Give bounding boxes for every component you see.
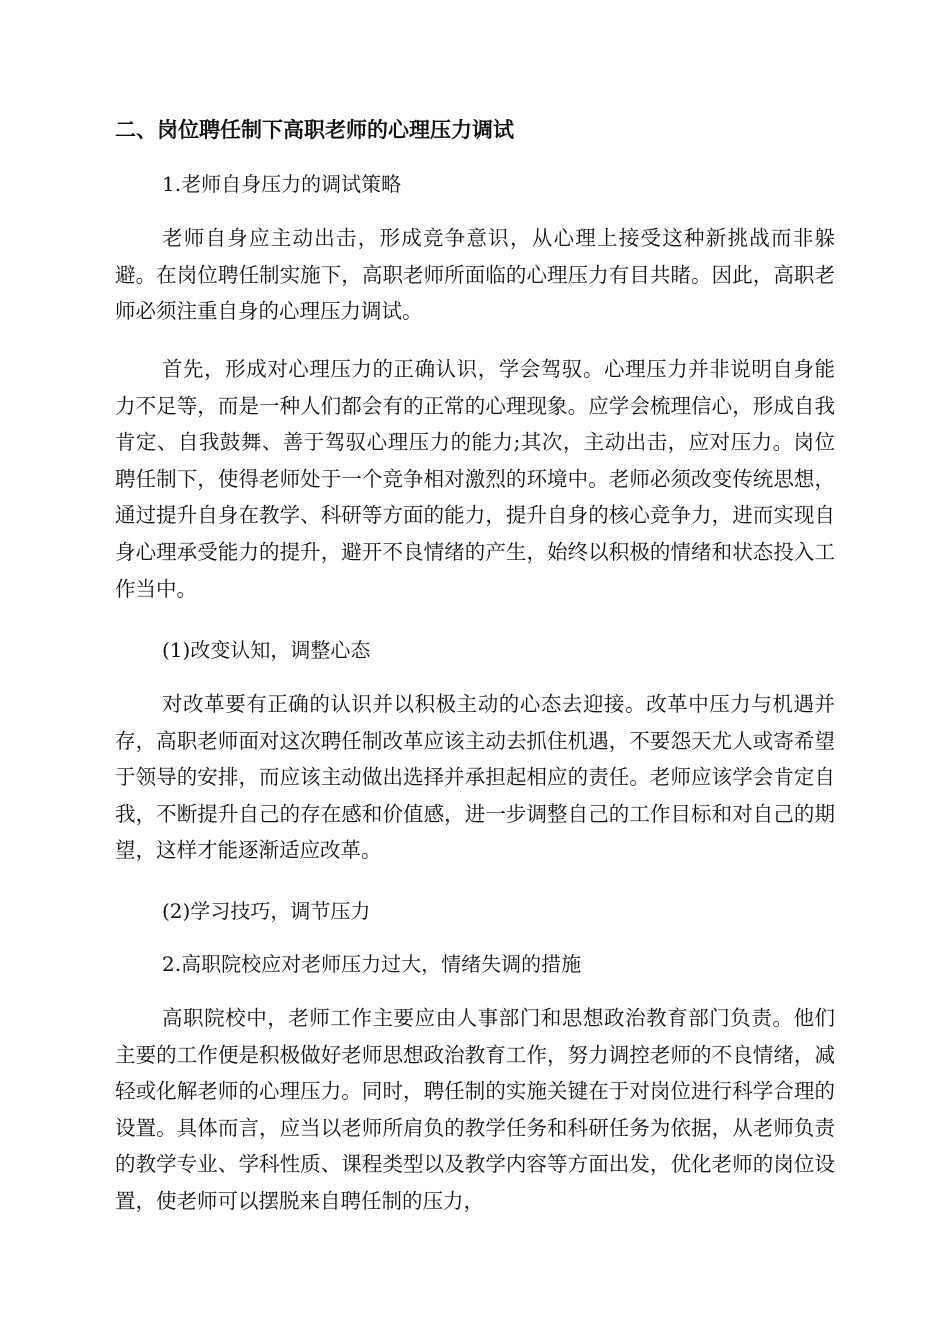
subsection-title-4: 2.高职院校应对老师压力过大，情绪失调的措施: [162, 952, 582, 976]
subsection-title-1: 1.老师自身压力的调试策略: [162, 172, 402, 196]
section-heading: 二、岗位聘任制下高职老师的心理压力调试: [115, 118, 514, 142]
subsection-title-3: (2)学习技巧，调节压力: [162, 899, 371, 923]
paragraph-4: 高职院校中，老师工作主要应由人事部门和思想政治教育部门负责。他们主要的工作便是积极做好老师思想政治教育工作，努力调控老师的不良情绪，减轻或化解老师的心理压力。同时，聘任制的实施关键在于对岗位进行科学合理的设置。具体而言，应当以老师所肩负的教学任务和科研任务为依据，从老师负责的教学专业、学科性质、课程类型以及教学内容等方面出发，优化老师的岗位设置，使老师可以摆脱来自聘任制的压力，: [115, 1006, 835, 1213]
paragraph-2: 首先，形成对心理压力的正确认识，学会驾驭。心理压力并非说明自身能力不足等，而是一种人们都会有的正常的心理现象。应学会梳理信心，形成自我肯定、自我鼓舞、善于驾驭心理压力的能力;其次，主动出击，应对压力。岗位聘任制下，使得老师处于一个竞争相对激烈的环境中。老师必须改变传统思想，通过提升自身在教学、科研等方面的能力，提升自身的核心竞争力，进而实现自身心理承受能力的提升，避开不良情绪的产生，始终以积极的情绪和状态投入工作当中。: [115, 357, 835, 601]
paragraph-1: 老师自身应主动出击，形成竞争意识，从心理上接受这种新挑战而非躲避。在岗位聘任制实施下，高职老师所面临的心理压力有目共睹。因此，高职老师必须注重自身的心理压力调试。: [115, 226, 835, 324]
paragraph-3: 对改革要有正确的认识并以积极主动的心态去迎接。改革中压力与机遇并存，高职老师面对这次聘任制改革应该主动去抓住机遇，不要怨天尤人或寄希望于领导的安排，而应该主动做出选择并承担起相应的责任。老师应该学会肯定自我，不断提升自己的存在感和价值感，进一步调整自己的工作目标和对自己的期望，这样才能逐渐适应改革。: [115, 692, 835, 863]
subsection-title-2: (1)改变认知，调整心态: [162, 638, 371, 662]
